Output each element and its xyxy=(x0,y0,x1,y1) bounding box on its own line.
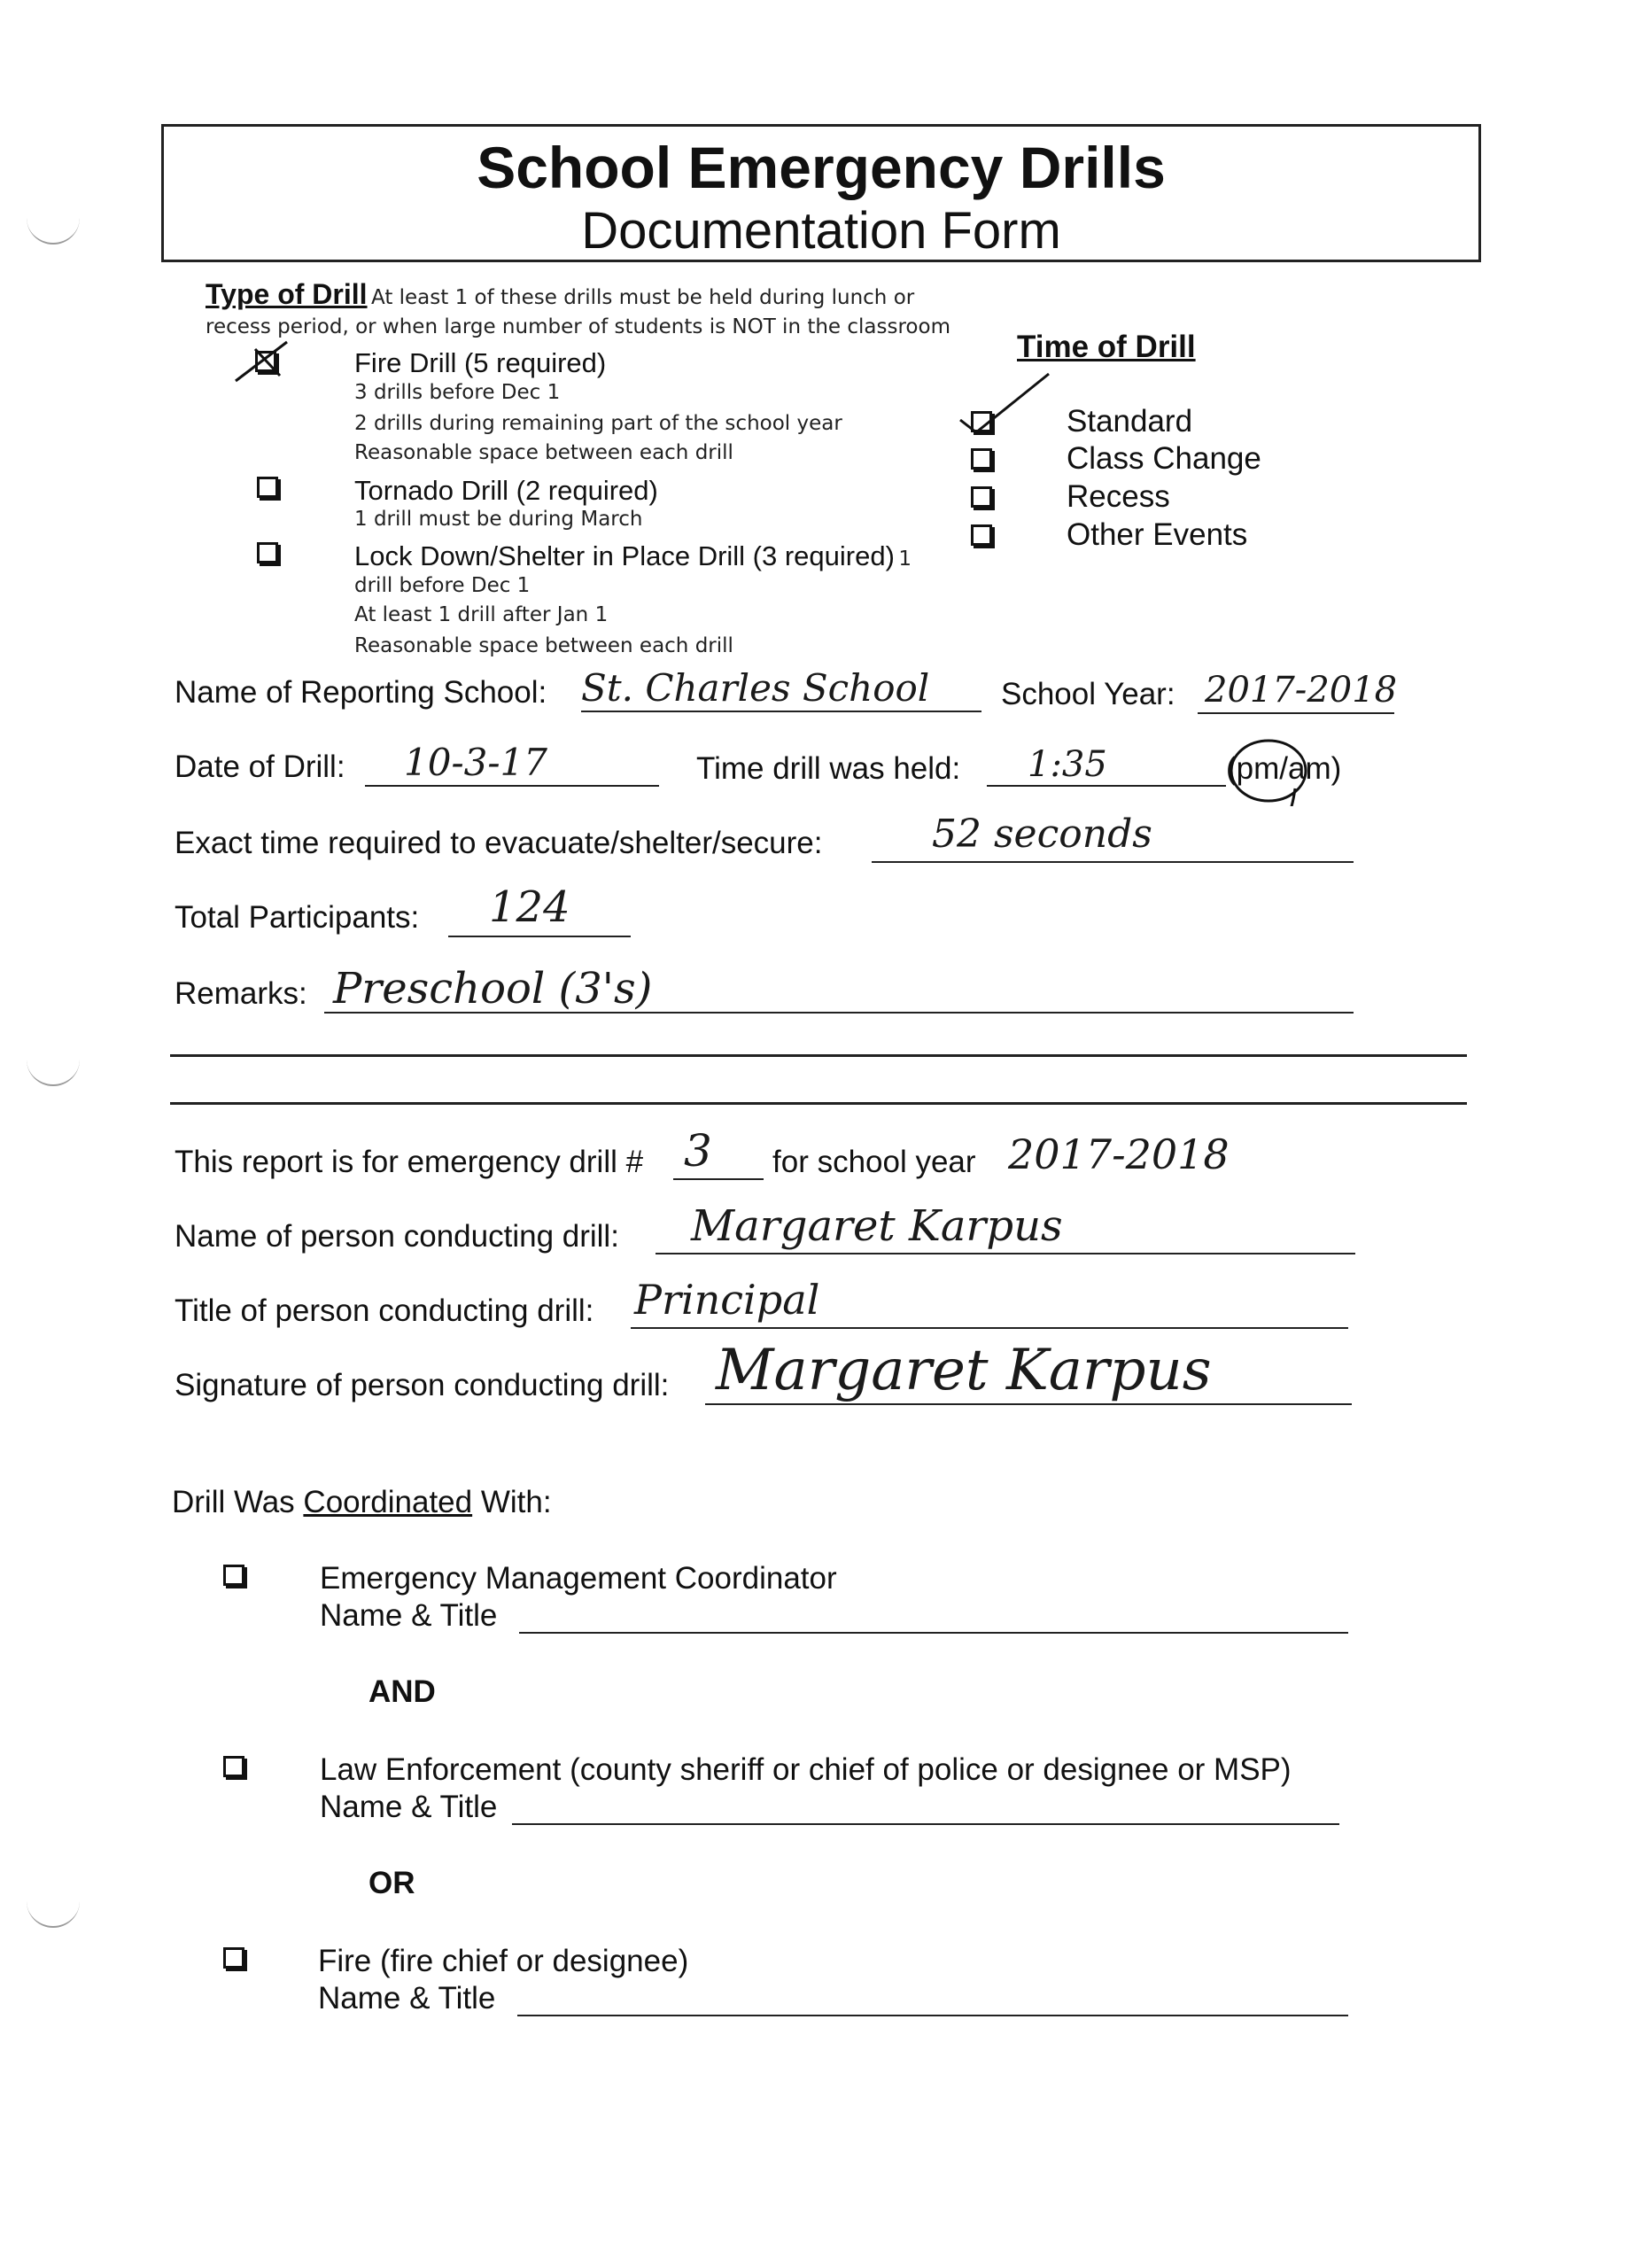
lockdown-drill-detail: Reasonable space between each drill xyxy=(354,634,733,657)
fire-drill-label: Fire Drill (5 required) xyxy=(354,347,607,378)
fire-chief-name-title-line[interactable] xyxy=(517,2015,1348,2016)
coordinated-heading-u: Coordinated xyxy=(303,1485,473,1519)
signature-value[interactable]: Margaret Karpus xyxy=(716,1338,1212,1403)
law-enforcement-name-title-line[interactable] xyxy=(512,1823,1339,1825)
conductor-name-label: Name of person conducting drill: xyxy=(175,1219,619,1254)
emergency-mgmt-name-title-label: Name & Title xyxy=(320,1598,498,1633)
school-year-value[interactable]: 2017-2018 xyxy=(1205,670,1398,711)
coordinated-heading-post: With: xyxy=(472,1485,552,1519)
evacuate-time-line xyxy=(872,861,1354,863)
conductor-title-label: Title of person conducting drill: xyxy=(175,1293,594,1328)
time-of-drill-heading: Time of Drill xyxy=(1017,330,1196,364)
title-box xyxy=(161,124,1481,262)
time-held-label: Time drill was held: xyxy=(696,751,961,786)
lockdown-drill-checkbox[interactable] xyxy=(257,542,278,563)
pm-circle-mark xyxy=(1226,735,1309,806)
signature-label: Signature of person conducting drill: xyxy=(175,1368,670,1402)
type-of-drill-header xyxy=(206,278,914,311)
time-held-line xyxy=(987,785,1226,787)
fire-drill-detail: 2 drills during remaining part of the school year xyxy=(354,412,842,435)
or-text: OR xyxy=(369,1866,415,1900)
signature-line xyxy=(705,1403,1352,1405)
remarks-label: Remarks: xyxy=(175,976,307,1011)
lockdown-drill-label-suffix: 1 xyxy=(898,548,912,571)
law-enforcement-checkbox[interactable] xyxy=(223,1756,244,1777)
school-year-label: School Year: xyxy=(1001,677,1175,711)
participants-value[interactable]: 124 xyxy=(489,882,570,932)
binder-hole xyxy=(27,1887,80,1928)
binder-hole xyxy=(27,204,80,245)
binder-hole xyxy=(27,1045,80,1086)
ampm-label: (pm/am) xyxy=(1226,751,1342,786)
class-change-label: Class Change xyxy=(1067,441,1261,476)
recess-checkbox[interactable] xyxy=(971,486,992,508)
school-year-line xyxy=(1198,712,1394,714)
emergency-mgmt-checkbox[interactable] xyxy=(223,1565,244,1586)
evacuate-time-value[interactable]: 52 seconds xyxy=(932,812,1152,857)
tornado-drill-checkbox[interactable] xyxy=(257,477,278,498)
conductor-title-value[interactable]: Principal xyxy=(634,1276,820,1324)
fire-chief-label: Fire (fire chief or designee) xyxy=(318,1944,689,1978)
tornado-drill-label: Tornado Drill (2 required) xyxy=(354,475,658,506)
conductor-title-line xyxy=(631,1327,1348,1329)
remarks-line-3 xyxy=(170,1102,1467,1105)
coordinated-heading-pre: Drill Was xyxy=(172,1485,304,1519)
date-line xyxy=(365,785,659,787)
report-year-value[interactable]: 2017-2018 xyxy=(1008,1130,1230,1178)
report-year-label: for school year xyxy=(772,1145,976,1179)
type-of-drill-heading: Type of Drill xyxy=(206,278,368,310)
school-name-label: Name of Reporting School: xyxy=(175,675,547,710)
fire-chief-name-title-label: Name & Title xyxy=(318,1981,496,2016)
law-enforcement-name-title-label: Name & Title xyxy=(320,1790,498,1824)
conductor-name-line xyxy=(656,1253,1355,1254)
coordinated-heading xyxy=(172,1485,552,1520)
other-events-checkbox[interactable] xyxy=(971,524,992,546)
form-title: School Emergency Drills xyxy=(477,135,1166,200)
participants-label: Total Participants: xyxy=(175,900,420,935)
type-of-drill-note: At least 1 of these drills must be held during lunch or xyxy=(370,286,915,309)
law-enforcement-label: Law Enforcement (county sheriff or chief of police or designee or MSP) xyxy=(320,1752,1292,1787)
date-label: Date of Drill: xyxy=(175,750,345,784)
type-of-drill-note-2: recess period, or when large number of students is NOT in the classroom xyxy=(206,315,950,338)
time-held-value[interactable]: 1:35 xyxy=(1028,744,1107,785)
emergency-mgmt-name-title-line[interactable] xyxy=(519,1632,1348,1634)
drill-number-line xyxy=(673,1178,764,1180)
class-change-checkbox[interactable] xyxy=(971,448,992,470)
other-events-label: Other Events xyxy=(1067,517,1248,552)
fire-drill-detail: 3 drills before Dec 1 xyxy=(354,381,561,404)
remarks-value[interactable]: Preschool (3's) xyxy=(333,964,653,1014)
and-text: AND xyxy=(369,1674,436,1709)
fire-drill-detail: Reasonable space between each drill xyxy=(354,441,733,464)
standard-label: Standard xyxy=(1067,404,1193,439)
recess-label: Recess xyxy=(1067,479,1170,514)
form-subtitle: Documentation Form xyxy=(581,202,1061,260)
drill-number-label: This report is for emergency drill # xyxy=(175,1145,644,1179)
school-name-line xyxy=(581,711,981,712)
remarks-line-2 xyxy=(170,1054,1467,1057)
participants-line xyxy=(448,936,631,937)
lockdown-drill-label: Lock Down/Shelter in Place Drill (3 required) xyxy=(354,540,895,571)
drill-number-value[interactable]: 3 xyxy=(684,1125,712,1177)
school-name-value[interactable]: St. Charles School xyxy=(581,666,930,710)
fire-chief-checkbox[interactable] xyxy=(223,1947,244,1969)
check-mark-icon xyxy=(232,337,294,386)
conductor-name-value[interactable]: Margaret Karpus xyxy=(691,1201,1063,1251)
lockdown-drill-detail: drill before Dec 1 xyxy=(354,574,531,597)
emergency-mgmt-label: Emergency Management Coordinator xyxy=(320,1561,837,1596)
check-mark-icon xyxy=(955,370,1052,436)
lockdown-drill-detail: At least 1 drill after Jan 1 xyxy=(354,603,609,626)
tornado-drill-detail: 1 drill must be during March xyxy=(354,508,643,531)
evacuate-time-label: Exact time required to evacuate/shelter/secure: xyxy=(175,826,823,860)
date-value[interactable]: 10-3-17 xyxy=(404,741,547,784)
lockdown-drill-label-row xyxy=(354,540,912,572)
